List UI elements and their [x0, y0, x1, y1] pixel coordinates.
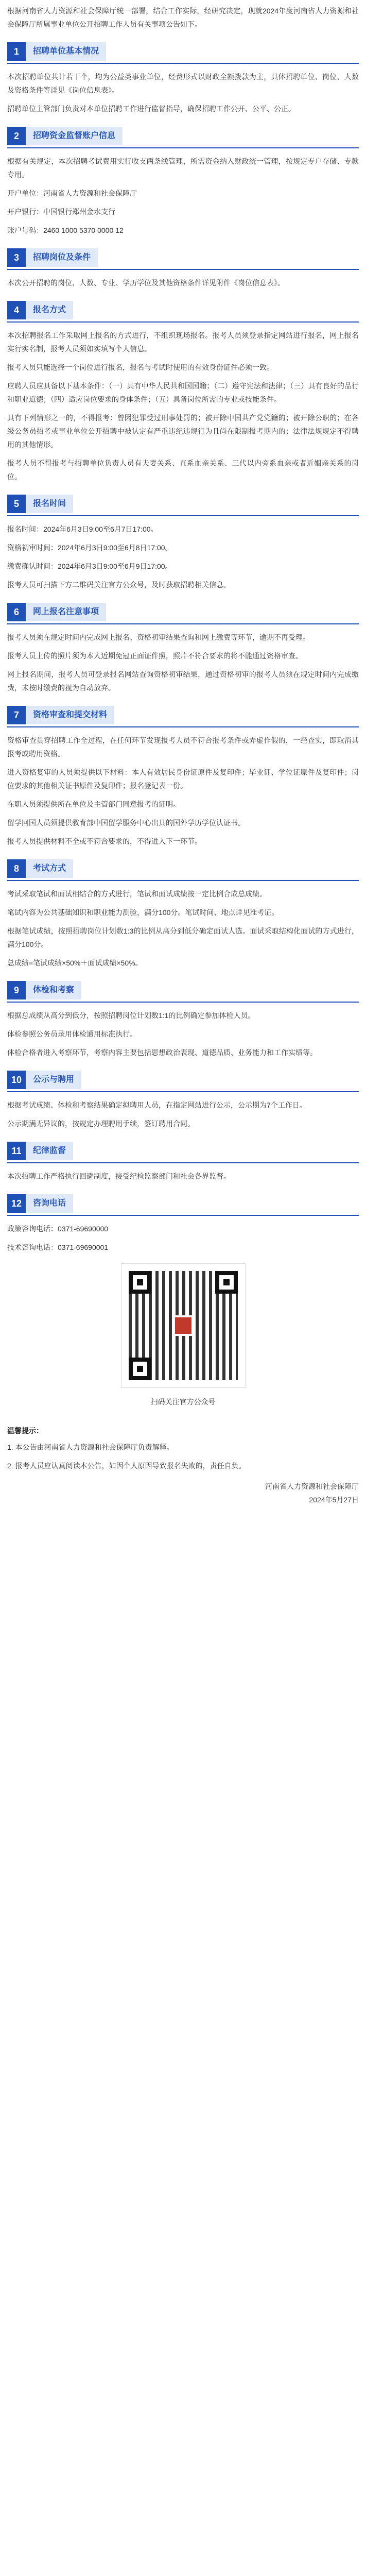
section-underline: [7, 1215, 359, 1216]
section-number-badge: 4: [7, 301, 26, 319]
section-number-badge: 10: [7, 1071, 26, 1089]
section-title: 报名时间: [26, 495, 73, 513]
section-number-badge: 2: [7, 127, 26, 145]
section-header: [7, 1142, 73, 1160]
section-paragraph: 根据笔试成绩，按照招聘岗位计划数1:3的比例从高分到低分确定面试人选。面试采取结构化面试的方式进行，满分100分。: [7, 927, 359, 948]
section-paragraph: 体检合格者进入考察环节，考察内容主要包括思想政治表现、道德品质、业务能力和工作实绩等。: [7, 1048, 317, 1057]
section-6: [7, 603, 359, 624]
section-8: [7, 859, 359, 881]
section-title: 纪律监督: [26, 1142, 73, 1160]
section-underline: [7, 515, 359, 516]
section-paragraph: 本次招聘单位共计若干个，均为公益类事业单位，经费形式以财政全额拨款为主，具体招聘单位、岗位、人数及资格条件等详见《岗位信息表》。: [7, 73, 359, 94]
section-paragraph: 具有下列情形之一的，不得报考：曾因犯罪受过刑事处罚的；被开除中国共产党党籍的；被开除公职的；在各级公务员招考或事业单位公开招聘中被认定有严重违纪违规行为且尚在限制报考期内的；法律法规规定不得聘用的其他情形。: [7, 414, 359, 449]
section-number-badge: 11: [7, 1142, 26, 1160]
section-paragraph: 开户银行：中国银行郑州金水支行: [7, 208, 115, 216]
section-10: [7, 1071, 359, 1092]
section-paragraph: 报考人员可扫描下方二维码关注官方公众号，及时获取招聘相关信息。: [7, 581, 231, 589]
section-paragraph: 报考人员须在规定时间内完成网上报名、资格初审结果查询和网上缴费等环节，逾期不再受理。: [7, 633, 310, 641]
section-paragraph: 网上报名期间，报考人员可登录报名网站查询资格初审结果，通过资格初审的报考人员须在规定时间内完成缴费，未按时缴费的视为自动放弃。: [7, 670, 359, 692]
section-underline: [7, 269, 359, 270]
intro-paragraph: 根据河南省人力资源和社会保障厅统一部署，结合工作实际，经研究决定，现就2024年度河南省人力资源和社会保障厅所属事业单位公开招聘工作人员有关事项公告如下。: [7, 7, 359, 28]
section-header: [7, 1194, 73, 1213]
section-title: 招聘岗位及条件: [26, 248, 98, 267]
section-number-badge: 9: [7, 981, 26, 999]
section-paragraph: 报考人员不得报考与招聘单位负责人员有夫妻关系、直系血亲关系、三代以内旁系血亲或者近姻亲关系的岗位。: [7, 459, 359, 481]
section-title: 体检和考察: [26, 981, 81, 999]
section-header: [7, 42, 106, 61]
section-header: [7, 981, 81, 999]
section-paragraph: 笔试内容为公共基础知识和职业能力测验，满分100分。笔试时间、地点详见准考证。: [7, 908, 279, 917]
footer-date: 2024年5月27日: [309, 1496, 359, 1504]
section-underline: [7, 726, 359, 727]
section-number-badge: 12: [7, 1194, 26, 1213]
section-paragraph: 根据有关规定，本次招聘考试费用实行收支两条线管理，所需资金纳入财政统一管理，按规定专户存储、专款专用。: [7, 157, 359, 179]
qr-wrap: [7, 1263, 359, 1388]
section-title: 资格审查和提交材料: [26, 706, 114, 724]
section-header: [7, 301, 73, 319]
section-paragraph: 报考人员只能选择一个岗位进行报名，报名与考试时使用的有效身份证件必须一致。: [7, 363, 274, 371]
section-paragraph: 本次公开招聘的岗位、人数、专业、学历学位及其他资格条件详见附件《岗位信息表》。: [7, 279, 285, 287]
section-underline: [7, 880, 359, 881]
section-paragraph: 招聘单位主管部门负责对本单位招聘工作进行监督指导，确保招聘工作公开、公平、公正。: [7, 105, 295, 113]
section-paragraph: 公示期满无异议的，按规定办理聘用手续，签订聘用合同。: [7, 1120, 195, 1128]
section-number-badge: 8: [7, 859, 26, 878]
notes-block: [7, 1424, 359, 1472]
section-underline: [7, 1002, 359, 1003]
section-header: [7, 248, 98, 267]
section-header: [7, 603, 106, 621]
section-9: [7, 981, 359, 1003]
note-line: 1. 本公告由河南省人力资源和社会保障厅负责解释。: [7, 1443, 174, 1451]
section-paragraph: 政策咨询电话：0371-69690000: [7, 1225, 109, 1233]
section-paragraph: 账户号码：2460 1000 5370 0000 12: [7, 226, 124, 234]
section-title: 咨询电话: [26, 1194, 73, 1213]
section-header: [7, 859, 73, 878]
section-title: 考试方式: [26, 859, 73, 878]
section-paragraph: 报考人员上传的照片须为本人近期免冠正面证件照，照片不符合要求的将不能通过资格审查。: [7, 652, 303, 660]
section-paragraph: 在职人员须提供所在单位及主管部门同意报考的证明。: [7, 800, 180, 808]
section-paragraph: 考试采取笔试和面试相结合的方式进行，笔试和面试成绩按一定比例合成总成绩。: [7, 890, 267, 898]
section-paragraph: 本次招聘工作严格执行回避制度，接受纪检监察部门和社会各界监督。: [7, 1172, 231, 1180]
section-number-badge: 6: [7, 603, 26, 621]
section-paragraph: 根据总成绩从高分到低分，按照招聘岗位计划数1:1的比例确定参加体检人员。: [7, 1011, 255, 1020]
section-underline: [7, 321, 359, 323]
section-paragraph: 体检参照公务员录用体检通用标准执行。: [7, 1030, 137, 1038]
sections-container: [7, 42, 359, 1254]
section-number-badge: 5: [7, 495, 26, 513]
section-paragraph: 资格初审时间：2024年6月3日9:00至6月8日17:00。: [7, 544, 172, 552]
footer: [7, 1480, 359, 1506]
section-title: 招聘单位基本情况: [26, 42, 106, 61]
section-number-badge: 3: [7, 248, 26, 267]
section-header: [7, 706, 114, 724]
section-underline: [7, 147, 359, 148]
section-title: 招聘资金监督账户信息: [26, 127, 123, 145]
footer-org: 河南省人力资源和社会保障厅: [265, 1482, 359, 1490]
section-12: [7, 1194, 359, 1216]
section-title: 报名方式: [26, 301, 73, 319]
section-underline: [7, 1091, 359, 1092]
section-paragraph: 进入资格复审的人员须提供以下材料：本人有效居民身份证原件及复印件；毕业证、学位证原件及复印件；岗位要求的其他相关证书原件及复印件；报名登记表一份。: [7, 768, 359, 790]
section-1: [7, 42, 359, 64]
section-underline: [7, 623, 359, 624]
note-line: 2. 报考人员应认真阅读本公告，如因个人原因导致报名失败的，责任自负。: [7, 1462, 246, 1470]
section-paragraph: 报名时间：2024年6月3日9:00至6月7日17:00。: [7, 525, 158, 533]
section-underline: [7, 63, 359, 64]
section-paragraph: 本次招聘报名工作采取网上报名的方式进行，不组织现场报名。报考人员须登录指定网站进行报名，网上报名实行实名制，报考人员须如实填写个人信息。: [7, 331, 359, 353]
section-paragraph: 留学回国人员须提供教育部中国留学服务中心出具的国外学历学位认证书。: [7, 819, 245, 827]
qr-logo-icon: [173, 1315, 194, 1336]
section-title: 网上报名注意事项: [26, 603, 106, 621]
section-title: 公示与聘用: [26, 1071, 81, 1089]
section-number-badge: 1: [7, 42, 26, 61]
section-paragraph: 应聘人员应具备以下基本条件：（一）具有中华人民共和国国籍；（二）遵守宪法和法律；（三）具有良好的品行和职业道德；（四）适应岗位要求的身体条件；（五）具备岗位所需的专业或技能条件。: [7, 382, 359, 403]
section-paragraph: 开户单位：河南省人力资源和社会保障厅: [7, 189, 137, 197]
section-5: [7, 495, 359, 516]
section-paragraph: 总成绩=笔试成绩×50%＋面试成绩×50%。: [7, 959, 143, 967]
section-header: [7, 1071, 81, 1089]
section-header: [7, 127, 123, 145]
qr-code-image[interactable]: [121, 1263, 246, 1388]
section-2: [7, 127, 359, 148]
section-paragraph: 报考人员提供材料不全或不符合要求的，不得进入下一环节。: [7, 837, 202, 845]
note-label: 温馨提示：: [7, 1427, 43, 1435]
section-7: [7, 706, 359, 727]
section-paragraph: 根据考试成绩、体检和考察结果确定拟聘用人员，在指定网站进行公示，公示期为7个工作日。: [7, 1101, 307, 1109]
section-paragraph: 资格审查贯穿招聘工作全过程，在任何环节发现报考人员不符合报考条件或弄虚作假的，一经查实，即取消其报考或聘用资格。: [7, 736, 359, 758]
section-header: [7, 495, 73, 513]
section-4: [7, 301, 359, 323]
section-underline: [7, 1162, 359, 1163]
section-3: [7, 248, 359, 270]
section-paragraph: 缴费确认时间：2024年6月3日9:00至6月9日17:00。: [7, 562, 172, 570]
section-number-badge: 7: [7, 706, 26, 724]
qr-caption: 扫码关注官方公众号: [150, 1398, 216, 1406]
section-11: [7, 1142, 359, 1163]
section-paragraph: 技术咨询电话：0371-69690001: [7, 1243, 109, 1251]
